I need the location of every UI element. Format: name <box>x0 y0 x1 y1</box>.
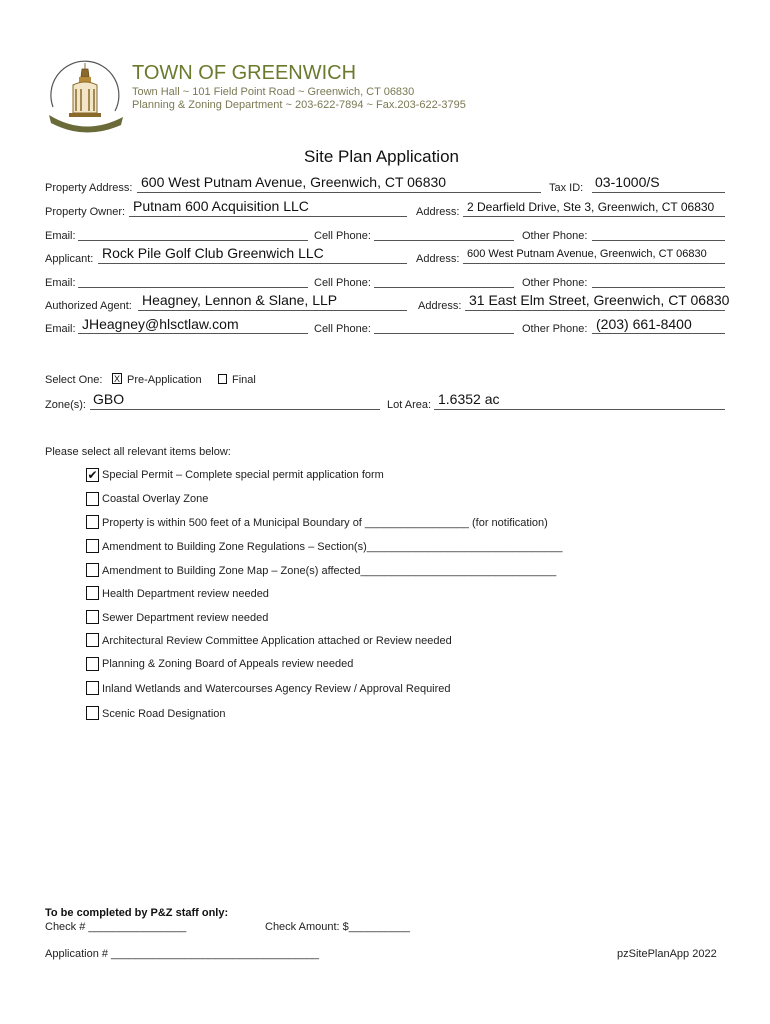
board-of-appeals-label: Planning & Zoning Board of Appeals review needed <box>102 658 354 670</box>
owner-other-phone-line <box>592 240 725 241</box>
property-owner-value[interactable]: Putnam 600 Acquisition LLC <box>133 198 309 214</box>
final-label: Final <box>232 374 256 386</box>
zones-line <box>90 409 380 410</box>
agent-other-phone-label: Other Phone: <box>522 323 588 335</box>
check-amount: Check Amount: $__________ <box>265 921 410 933</box>
health-dept-checkbox[interactable] <box>86 586 99 600</box>
owner-address-value[interactable]: 2 Dearfield Drive, Ste 3, Greenwich, CT 06830 <box>467 200 715 214</box>
property-address-value[interactable]: 600 West Putnam Avenue, Greenwich, CT 06830 <box>141 174 447 190</box>
applicant-other-phone-line <box>592 287 725 288</box>
architectural-review-label: Architectural Review Committee Application attached or Review needed <box>102 635 452 647</box>
agent-value[interactable]: Heagney, Lennon & Slane, LLP <box>142 292 338 308</box>
select-one-label: Select One: <box>45 374 103 386</box>
owner-other-phone-label: Other Phone: <box>522 230 588 242</box>
board-of-appeals-checkbox[interactable] <box>86 657 99 671</box>
agent-email-line <box>78 333 308 334</box>
owner-email-line <box>78 240 308 241</box>
lot-area-label: Lot Area: <box>387 399 432 411</box>
agent-address-label: Address: <box>418 300 462 312</box>
agent-email-label: Email: <box>45 323 76 335</box>
applicant-label: Applicant: <box>45 253 94 265</box>
lot-area-value[interactable]: 1.6352 ac <box>438 391 500 407</box>
owner-cell-line <box>374 240 514 241</box>
property-owner-label: Property Owner: <box>45 206 126 218</box>
inland-wetlands-checkbox[interactable] <box>86 681 99 695</box>
lot-area-line <box>434 409 725 410</box>
tax-id-line <box>592 192 725 193</box>
applicant-address-label: Address: <box>416 253 460 265</box>
property-address-label: Property Address: <box>45 182 133 194</box>
owner-email-label: Email: <box>45 230 76 242</box>
agent-line <box>138 310 407 311</box>
scenic-road-checkbox[interactable] <box>86 706 99 720</box>
applicant-value[interactable]: Rock Pile Golf Club Greenwich LLC <box>102 245 324 261</box>
pre-application-label: Pre-Application <box>127 374 202 386</box>
tax-id-label: Tax ID: <box>549 182 584 194</box>
items-intro: Please select all relevant items below: <box>45 446 231 458</box>
header-department: Planning & Zoning Department ~ 203-622-7894 ~ Fax.203-622-3795 <box>132 99 466 111</box>
zone-map-checkbox[interactable] <box>86 563 99 577</box>
agent-email-value[interactable]: JHeagney@hlsctlaw.com <box>82 316 239 332</box>
pre-application-checkbox[interactable]: X <box>113 374 120 384</box>
tax-id-value[interactable]: 03-1000/S <box>595 174 660 190</box>
special-permit-checkbox[interactable]: ✔ <box>87 468 98 482</box>
applicant-other-phone-label: Other Phone: <box>522 277 588 289</box>
applicant-address-value[interactable]: 600 West Putnam Avenue, Greenwich, CT 06830 <box>467 248 707 260</box>
town-seal <box>43 55 127 140</box>
agent-label: Authorized Agent: <box>45 300 132 312</box>
application-number: Application # __________________________________ <box>45 948 320 960</box>
form-code: pzSitePlanApp 2022 <box>617 948 717 960</box>
applicant-cell-label: Cell Phone: <box>314 277 371 289</box>
zone-map-label: Amendment to Building Zone Map – Zone(s) affected________________________________ <box>102 565 557 577</box>
agent-address-value[interactable]: 31 East Elm Street, Greenwich, CT 06830 <box>469 292 730 308</box>
scenic-road-label: Scenic Road Designation <box>102 708 226 720</box>
agent-cell-line <box>374 333 514 334</box>
applicant-line <box>98 263 407 264</box>
inland-wetlands-label: Inland Wetlands and Watercourses Agency Review / Approval Required <box>102 683 451 695</box>
applicant-email-line <box>78 287 308 288</box>
check-number: Check # ________________ <box>45 921 187 933</box>
sewer-dept-label: Sewer Department review needed <box>102 612 269 624</box>
agent-other-phone-value[interactable]: (203) 661-8400 <box>596 316 692 332</box>
special-permit-label: Special Permit – Complete special permit application form <box>102 469 384 481</box>
property-address-line <box>137 192 541 193</box>
owner-address-line <box>463 216 725 217</box>
applicant-address-line <box>463 263 725 264</box>
zones-label: Zone(s): <box>45 399 86 411</box>
health-dept-label: Health Department review needed <box>102 588 269 600</box>
applicant-email-label: Email: <box>45 277 76 289</box>
zone-regulations-label: Amendment to Building Zone Regulations – Section(s)________________________________ <box>102 541 563 553</box>
zone-regulations-checkbox[interactable] <box>86 539 99 553</box>
agent-other-phone-line <box>592 333 725 334</box>
property-owner-line <box>129 216 407 217</box>
staff-heading: To be completed by P&Z staff only: <box>45 907 229 919</box>
header-address: Town Hall ~ 101 Field Point Road ~ Greenwich, CT 06830 <box>132 86 415 98</box>
final-checkbox[interactable] <box>218 374 227 384</box>
owner-address-label: Address: <box>416 206 460 218</box>
municipal-boundary-checkbox[interactable] <box>86 515 99 529</box>
form-title: Site Plan Application <box>304 147 459 166</box>
header-title: TOWN OF GREENWICH <box>132 62 357 84</box>
owner-cell-label: Cell Phone: <box>314 230 371 242</box>
applicant-cell-line <box>374 287 514 288</box>
coastal-overlay-label: Coastal Overlay Zone <box>102 493 209 505</box>
agent-cell-label: Cell Phone: <box>314 323 371 335</box>
sewer-dept-checkbox[interactable] <box>86 610 99 624</box>
coastal-overlay-checkbox[interactable] <box>86 492 99 506</box>
agent-address-line <box>465 310 725 311</box>
zones-value[interactable]: GBO <box>93 391 125 407</box>
municipal-boundary-label: Property is within 500 feet of a Municipal Boundary of _________________ (for notification) <box>102 517 548 529</box>
architectural-review-checkbox[interactable] <box>86 633 99 647</box>
